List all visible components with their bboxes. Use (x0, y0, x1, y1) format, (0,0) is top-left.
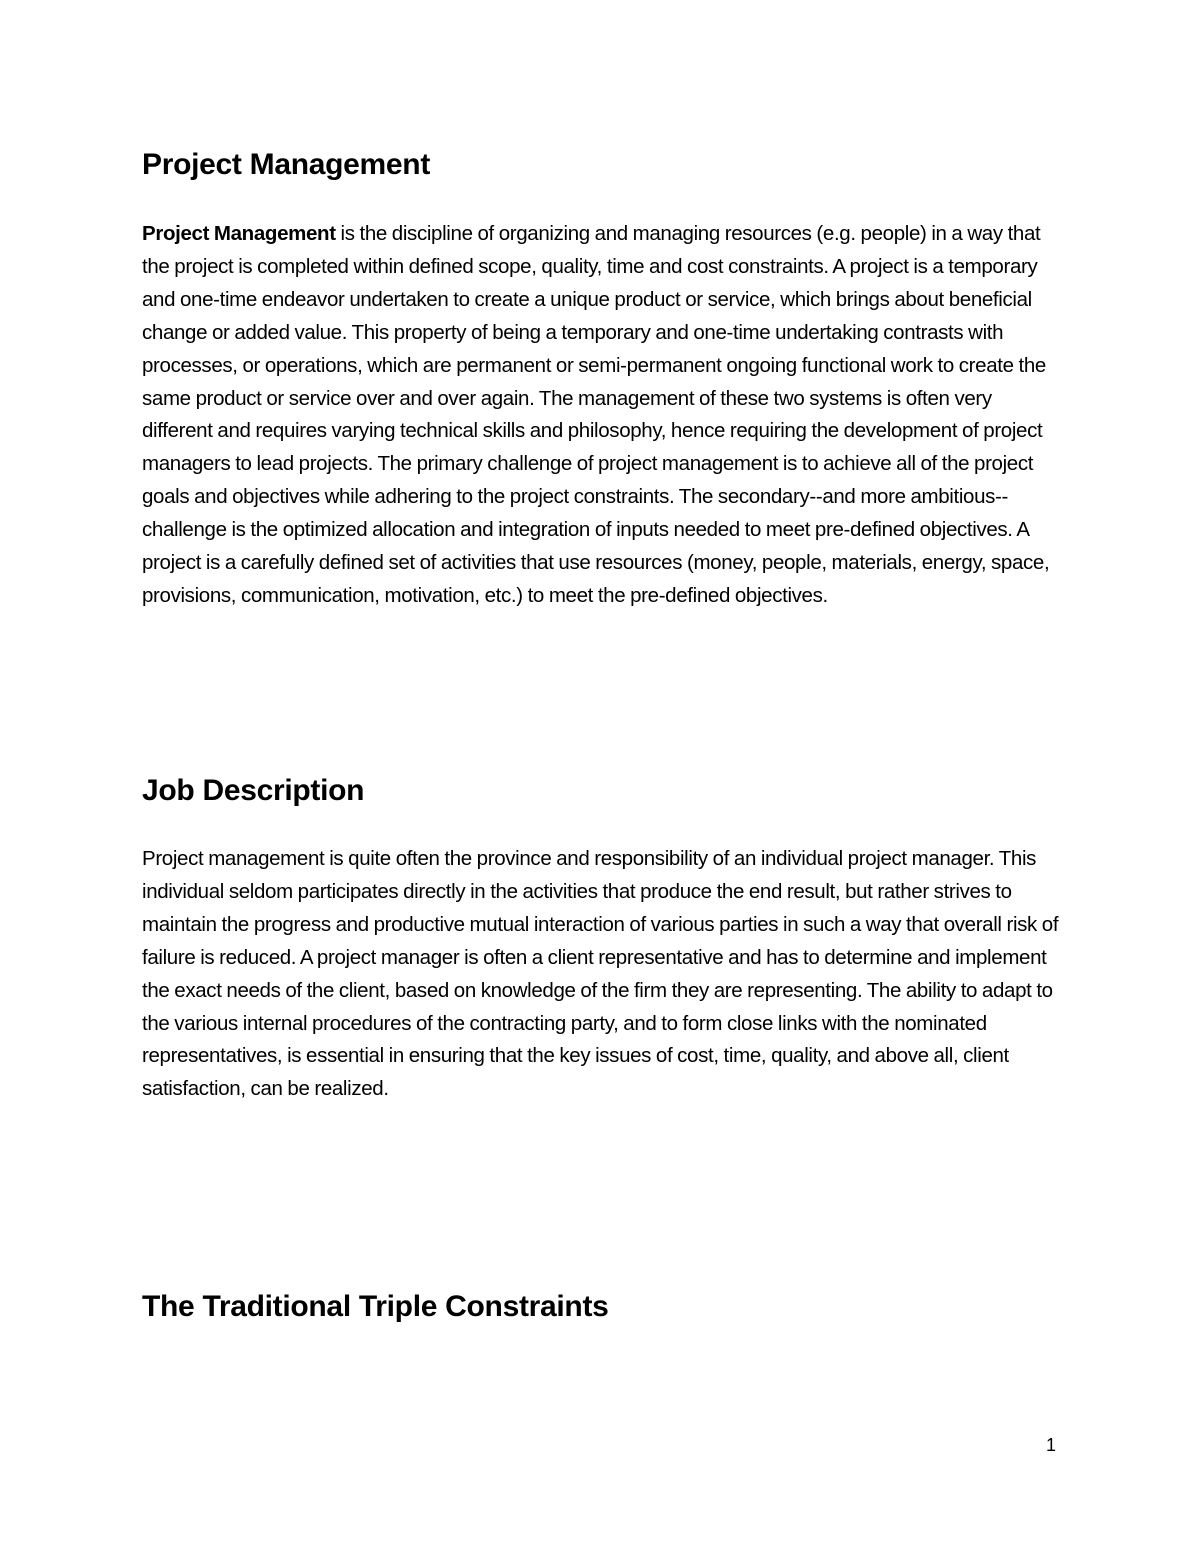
heading-job-description: Job Description (142, 774, 365, 807)
heading-triple-constraints: The Traditional Triple Constraints (142, 1290, 609, 1323)
paragraph-job-description: Project management is quite often the province and responsibility of an individual project manager. This individual seldom participates directly in the activities that produce the end result, but rather strives to maintain the progress and productive mutual interaction of various parties in such a way that overall risk of failure is reduced. A project manager is often a client representative and has to determine and implement the exact needs of the client, based on knowledge of the firm they are representing. The ability to adapt to the various internal procedures of the contracting party, and to form close links with the nominated representatives, is essential in ensuring that the key issues of cost, time, quality, and above all, client satisfaction, can be realized. (142, 847, 1059, 1101)
page-number: 1 (1046, 1435, 1057, 1455)
paragraph-project-management (142, 218, 1062, 613)
heading-project-management: Project Management (142, 148, 431, 181)
lead-term: Project Management (142, 222, 336, 245)
paragraph-body: is the discipline of organizing and managing resources (e.g. people) in a way that the project is completed within defined scope, quality, time and cost constraints. A project is a temporary and one-time endeavor undertaken to create a unique product or service, which brings about beneficial change or added value. This property of being a temporary and one-time undertaking contrasts with processes, or operations, which are permanent or semi-permanent ongoing functional work to create the same product or service over and over again. The management of these two systems is often very different and requires varying technical skills and philosophy, hence requiring the development of project managers to lead projects. The primary challenge of project management is to achieve all of the project goals and objectives while adhering to the project constraints. The secondary--and more ambitious--challenge is the optimized allocation and integration of inputs needed to meet pre-defined objectives. A project is a carefully defined set of activities that use resources (money, people, materials, energy, space, provisions, communication, motivation, etc.) to meet the pre-defined objectives. (142, 222, 1050, 607)
